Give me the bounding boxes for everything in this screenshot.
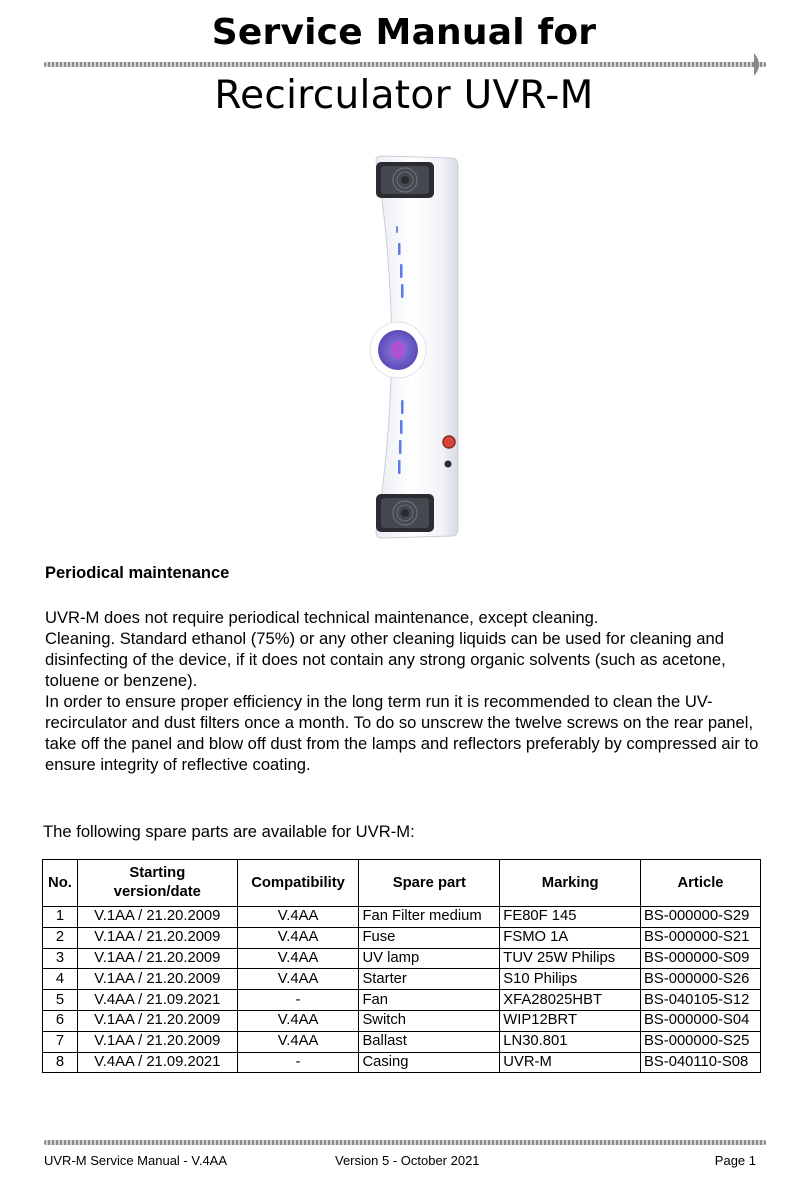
cell-article: BS-000000-S09 <box>641 948 761 969</box>
paragraph: Cleaning. Standard ethanol (75%) or any other cleaning liquids can be used for cleaning and disinfecting of the device, if it does not contain any strong organic solvents (such as acetone, toluene or benzene). <box>45 629 726 690</box>
cell-marking: S10 Philips <box>500 969 641 990</box>
cell-starting-version: V.1AA / 21.20.2009 <box>77 948 237 969</box>
table-row <box>43 990 761 1011</box>
cell-compatibility: - <box>237 990 359 1011</box>
column-header: Starting version/date <box>77 860 237 907</box>
column-header: Marking <box>500 860 641 907</box>
table-row <box>43 907 761 928</box>
table-row <box>43 927 761 948</box>
section-heading: Periodical maintenance <box>45 564 230 582</box>
cell-spare-part: UV lamp <box>359 948 500 969</box>
table-header-row <box>43 860 761 907</box>
cell-starting-version: V.1AA / 21.20.2009 <box>77 969 237 990</box>
cell-starting-version: V.1AA / 21.20.2009 <box>77 927 237 948</box>
cell-marking: FE80F 145 <box>500 907 641 928</box>
spare-parts-intro: The following spare parts are available for UVR-M: <box>43 822 415 841</box>
cell-marking: FSMO 1A <box>500 927 641 948</box>
cell-starting-version: V.4AA / 21.09.2021 <box>77 990 237 1011</box>
paragraph: UVR-M does not require periodical technical maintenance, except cleaning. <box>45 608 599 627</box>
cell-starting-version: V.4AA / 21.09.2021 <box>77 1052 237 1073</box>
maintenance-text <box>45 607 775 775</box>
cell-spare-part: Ballast <box>359 1031 500 1052</box>
cell-compatibility: V.4AA <box>237 1010 359 1031</box>
table-row <box>43 1052 761 1073</box>
paragraph: In order to ensure proper efficiency in the long term run it is recommended to clean the UV-recirculator and dust filters once a month. To do so unscrew the twelve screws on the rear panel, take off the panel and blow off dust from the lamps and reflectors preferably by compressed air to ensure integrity of reflective coating. <box>45 692 759 774</box>
cell-spare-part: Fan <box>359 990 500 1011</box>
cell-starting-version: V.1AA / 21.20.2009 <box>77 1031 237 1052</box>
cell-spare-part: Switch <box>359 1010 500 1031</box>
column-header: Spare part <box>359 860 500 907</box>
cell-article: BS-040110-S08 <box>641 1052 761 1073</box>
table-row <box>43 1010 761 1031</box>
cell-article: BS-000000-S04 <box>641 1010 761 1031</box>
cell-marking: UVR-M <box>500 1052 641 1073</box>
cell-number: 2 <box>43 927 78 948</box>
cell-marking: WIP12BRT <box>500 1010 641 1031</box>
table-row <box>43 948 761 969</box>
footer-document-name: UVR-M Service Manual - V.4AA <box>44 1153 228 1168</box>
cell-compatibility: V.4AA <box>237 948 359 969</box>
cell-number: 7 <box>43 1031 78 1052</box>
cell-starting-version: V.1AA / 21.20.2009 <box>77 907 237 928</box>
cell-compatibility: V.4AA <box>237 907 359 928</box>
cell-article: BS-000000-S26 <box>641 969 761 990</box>
cell-spare-part: Starter <box>359 969 500 990</box>
cell-marking: LN30.801 <box>500 1031 641 1052</box>
spare-parts-table <box>42 859 761 1073</box>
cell-marking: XFA28025HBT <box>500 990 641 1011</box>
table-row <box>43 1031 761 1052</box>
cell-compatibility: V.4AA <box>237 1031 359 1052</box>
cell-starting-version: V.1AA / 21.20.2009 <box>77 1010 237 1031</box>
cell-article: BS-000000-S21 <box>641 927 761 948</box>
cell-number: 1 <box>43 907 78 928</box>
cell-compatibility: V.4AA <box>237 969 359 990</box>
column-header: Article <box>641 860 761 907</box>
footer-page-number: Page 1 <box>714 1153 756 1168</box>
document-title: Service Manual for <box>211 12 597 53</box>
cell-article: BS-000000-S29 <box>641 907 761 928</box>
cell-spare-part: Fan Filter medium <box>359 907 500 928</box>
document-subtitle: Recirculator UVR-M <box>214 73 594 118</box>
footer-divider <box>44 1140 766 1145</box>
cell-marking: TUV 25W Philips <box>500 948 641 969</box>
footer-version: Version 5 - October 2021 <box>335 1153 480 1168</box>
column-header: Compatibility <box>237 860 359 907</box>
cell-number: 3 <box>43 948 78 969</box>
cell-number: 4 <box>43 969 78 990</box>
cell-compatibility: - <box>237 1052 359 1073</box>
cell-number: 5 <box>43 990 78 1011</box>
cell-spare-part: Fuse <box>359 927 500 948</box>
column-header: No. <box>43 860 78 907</box>
cell-compatibility: V.4AA <box>237 927 359 948</box>
cell-spare-part: Casing <box>359 1052 500 1073</box>
table-row <box>43 969 761 990</box>
cell-article: BS-000000-S25 <box>641 1031 761 1052</box>
cell-number: 8 <box>43 1052 78 1073</box>
cell-number: 6 <box>43 1010 78 1031</box>
cell-article: BS-040105-S12 <box>641 990 761 1011</box>
header-divider <box>44 62 766 67</box>
uv-recirculator-device-photo <box>368 150 468 542</box>
